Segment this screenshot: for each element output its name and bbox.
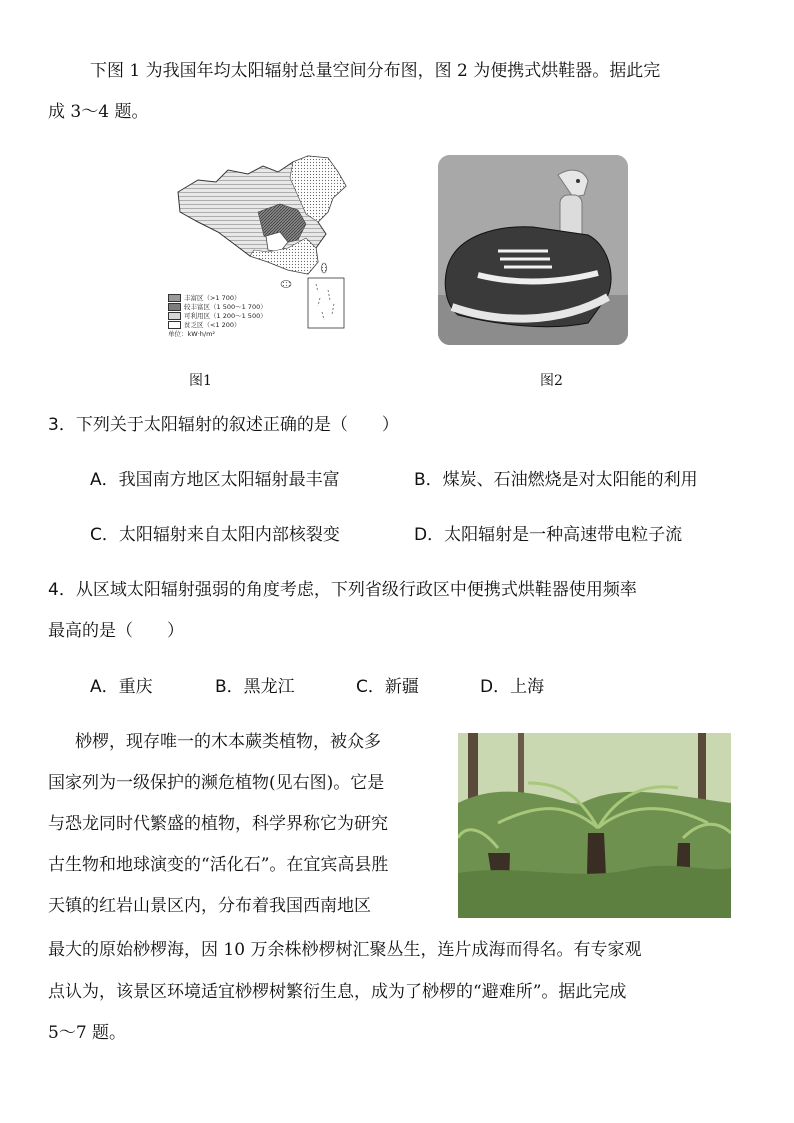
legend-swatch-2 — [168, 303, 181, 311]
fig1-caption: 图1 — [189, 373, 212, 389]
q4-option-d[interactable]: D．上海 — [480, 677, 545, 697]
q3-stem: 3．下列关于太阳辐射的叙述正确的是（ ） — [48, 415, 399, 435]
intro2-line-8: 5～7 题。 — [48, 1023, 127, 1043]
intro2-line-1: 桫椤，现存唯一的木本蕨类植物，被众多 — [75, 732, 381, 752]
q4-option-a[interactable]: A．重庆 — [90, 677, 153, 697]
intro-line-1: 下图 1 为我国年均太阳辐射总量空间分布图，图 2 为便携式烘鞋器。据此完 — [90, 61, 661, 81]
intro2-line-5: 天镇的红岩山景区内，分布着我国西南地区 — [48, 896, 371, 916]
legend-swatch-1 — [168, 294, 181, 302]
legend-item-2: 较丰富区（1 500～1 700） — [168, 303, 267, 312]
q3-option-d[interactable]: D．太阳辐射是一种高速带电粒子流 — [414, 525, 683, 545]
q4-stem-line-2: 最高的是（ ） — [48, 621, 184, 641]
q4-option-c[interactable]: C．新疆 — [356, 677, 419, 697]
shoe-dryer-photo — [438, 155, 628, 345]
legend-unit: 单位：kW·h/m² — [168, 330, 216, 338]
q3-option-a[interactable]: A．我国南方地区太阳辐射最丰富 — [90, 470, 340, 490]
legend-swatch-3 — [168, 312, 181, 320]
intro2-line-3: 与恐龙同时代繁盛的植物，科学界称它为研究 — [48, 814, 388, 834]
fig2-caption: 图2 — [540, 373, 563, 389]
legend-item-3: 可利用区（1 200～1 500） — [168, 312, 267, 321]
intro2-line-6: 最大的原始桫椤海，因 10 万余株桫椤树汇聚丛生，连片成海而得名。有专家观 — [48, 940, 642, 960]
legend-item-4: 贫乏区（<1 200） — [168, 321, 267, 330]
q3-option-c[interactable]: C．太阳辐射来自太阳内部核裂变 — [90, 525, 340, 545]
q4-stem-line-1: 4．从区域太阳辐射强弱的角度考虑，下列省级行政区中便携式烘鞋器使用频率 — [48, 580, 637, 600]
q4-option-b[interactable]: B．黑龙江 — [215, 677, 295, 697]
intro2-line-4: 古生物和地球演变的“活化石”。在宜宾高县胜 — [48, 855, 389, 875]
intro2-line-7: 点认为，该景区环境适宜桫椤树繁衍生息，成为了桫椤的“避难所”。据此完成 — [48, 982, 627, 1002]
intro-line-2: 成 3～4 题。 — [48, 102, 149, 122]
intro2-line-2: 国家列为一级保护的濒危植物(见右图)。它是 — [48, 773, 385, 793]
legend-swatch-4 — [168, 321, 181, 329]
q3-option-b[interactable]: B．煤炭、石油燃烧是对太阳能的利用 — [414, 470, 698, 490]
legend-item-1: 丰富区（>1 700） — [168, 294, 267, 303]
map-legend — [168, 294, 267, 339]
tree-fern-photo — [458, 733, 731, 918]
